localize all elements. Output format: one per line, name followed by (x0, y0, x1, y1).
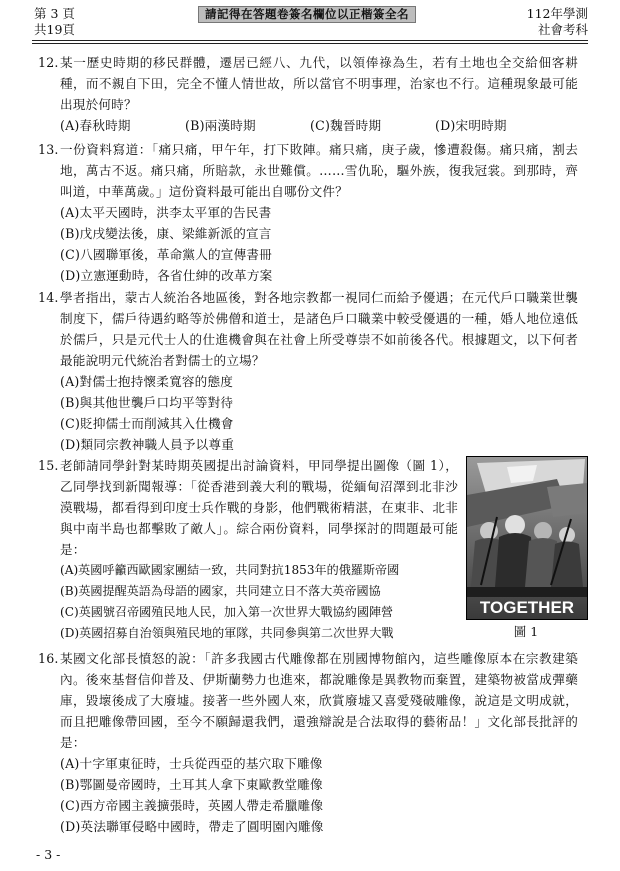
header-rule-top (32, 40, 588, 41)
option-a[interactable]: (A)英國呼籲西歐國家團結一致，共同對抗1853年的俄羅斯帝國 (60, 563, 400, 577)
option-b[interactable]: (B)戊戌變法後，康、梁維新派的宣言 (60, 226, 272, 241)
option-c[interactable]: (C)英國號召帝國殖民地人民，加入第一次世界大戰協約國陣營 (60, 605, 394, 619)
figure-caption: 圖 1 (513, 624, 539, 639)
poster-text: TOGETHER (479, 598, 575, 617)
option-d[interactable]: (D)類同宗教神職人員予以尊重 (60, 437, 235, 452)
question-stem (38, 648, 578, 753)
header-left (34, 6, 75, 38)
question-number: 15. (38, 458, 59, 473)
option-a[interactable]: (A)十字軍東征時，士兵從西亞的基穴取下雕像 (60, 756, 323, 771)
options-list (38, 753, 578, 837)
option-c[interactable]: (C)西方帝國主義擴張時，英國人帶走希臘雕像 (60, 798, 324, 813)
option-d[interactable]: (D)英法聯軍侵略中國時，帶走了圓明園內雕像 (60, 819, 324, 834)
options-list (38, 202, 578, 286)
option-b[interactable]: (B)鄂圖曼帝國時，土耳其人拿下東歐教堂雕像 (60, 777, 323, 792)
option-a[interactable]: (A)對儒士抱持懷柔寬容的態度 (60, 374, 234, 389)
page-label: 第 3 頁 (34, 6, 75, 21)
question-text: 一份資料寫道：「痛只痛，甲午年，打下敗陣。痛只痛，庚子歲，慘遭殺傷。痛只痛，割去地，萬古不返。痛只痛，所賠款，永世難償。……雪仇恥，驅外族，復我冠裳。到那時，齊叫道，中華萬歲。」這份資料最可能出自哪份文件？ (60, 142, 578, 199)
question-text: 學者指出，蒙古人統治各地區後，對各地宗教都一視同仁而給予優遇；在元代戶口職業世襲制度下，儒戶待遇約略等於佛僧和道士，是諸色戶口職業中較受優遇的一種，婚人地位遠低於儒戶，只是元代士人的仕進機會與在社會上所受尊崇不如前後各代。根據題文，以下何者最能說明元代統治者對儒士的立場？ (60, 290, 578, 368)
question-text: 老師請同學針對某時期英國提出討論資料，甲同學提出圖像（圖 1），乙同學找到新聞報導：「從香港到義大利的戰場，從緬甸沼澤到北非沙漠戰場，都看得到印度士兵作戰的身影，他們戰術精湛，在東非、北非與中南半島也都擊敗了敵人」。綜合兩份資料，同學探討的問題最可能是： (60, 458, 458, 557)
question-text: 某國文化部長憤怒的說：「許多我國古代雕像都在別國博物館內，這些雕像原本在宗教建築內。後來基督信仰普及、伊斯蘭勢力也進來，都說雕像是異教物而棄置，建築物被當成彈藥庫，毀壞後成了大廢墟。接著一些外國人來，欣賞廢墟又喜愛殘破雕像，說這是文明成就，而且把雕像帶回國，至今不願歸還我們，還強辯說是合法取得的藝術品！」文化部長批評的是： (60, 651, 578, 750)
option-a[interactable]: (A)太平天國時，洪李太平軍的告民書 (60, 205, 272, 220)
figure-together-poster (466, 456, 588, 620)
question-text: 某一歷史時期的移民群體，遷居已經八、九代，以領俸祿為生，若有土地也全交給佃客耕種，而不親自下田，完全不懂人情世故，所以當官不明事理，治家也不行。這種現象最可能出現於何時？ (60, 55, 578, 112)
option-b[interactable]: (B)英國提醒英語為母語的國家，共同建立日不落大英帝國協 (60, 584, 381, 598)
question-number: 14. (38, 290, 59, 305)
total-pages-label: 共19頁 (34, 22, 75, 37)
header-rule-bottom (32, 43, 588, 44)
options-row (38, 115, 578, 136)
option-b[interactable]: (B)與其他世襲戶口均平等對待 (60, 395, 234, 410)
question-stem (38, 455, 458, 560)
question-number: 13. (38, 142, 59, 157)
question-15 (38, 455, 458, 644)
option-d[interactable]: (D)英國招募自治領與殖民地的軍隊，共同參與第二次世界大戰 (60, 626, 394, 640)
question-16 (38, 648, 578, 837)
header-right (527, 6, 588, 38)
question-14 (38, 287, 578, 455)
page-footer-number: - 3 - (36, 847, 61, 862)
option-c[interactable]: (C)貶抑儒士而削減其入仕機會 (60, 416, 234, 431)
question-stem (38, 287, 578, 371)
option-d[interactable]: (D)立憲運動時，各省仕紳的改革方案 (60, 268, 273, 283)
question-13 (38, 139, 578, 286)
signature-notice: 請記得在答題卷簽名欄位以正楷簽全名 (198, 6, 416, 23)
option-a[interactable]: (A)春秋時期 (60, 118, 131, 133)
question-number: 16. (38, 651, 59, 666)
question-stem (38, 52, 578, 115)
option-c[interactable]: (C)魏晉時期 (310, 118, 382, 133)
poster-illustration (467, 457, 587, 619)
option-b[interactable]: (B)兩漢時期 (185, 118, 256, 133)
option-c[interactable]: (C)八國聯軍後，革命黨人的宣傳書冊 (60, 247, 272, 262)
question-stem (38, 139, 578, 202)
question-12 (38, 52, 578, 136)
options-list (38, 371, 578, 455)
subject-title: 社會考科 (537, 22, 588, 37)
option-d[interactable]: (D)宋明時期 (435, 118, 507, 133)
exam-title: 112年學測 (526, 6, 588, 21)
question-number: 12. (38, 55, 59, 70)
options-list (38, 560, 458, 644)
